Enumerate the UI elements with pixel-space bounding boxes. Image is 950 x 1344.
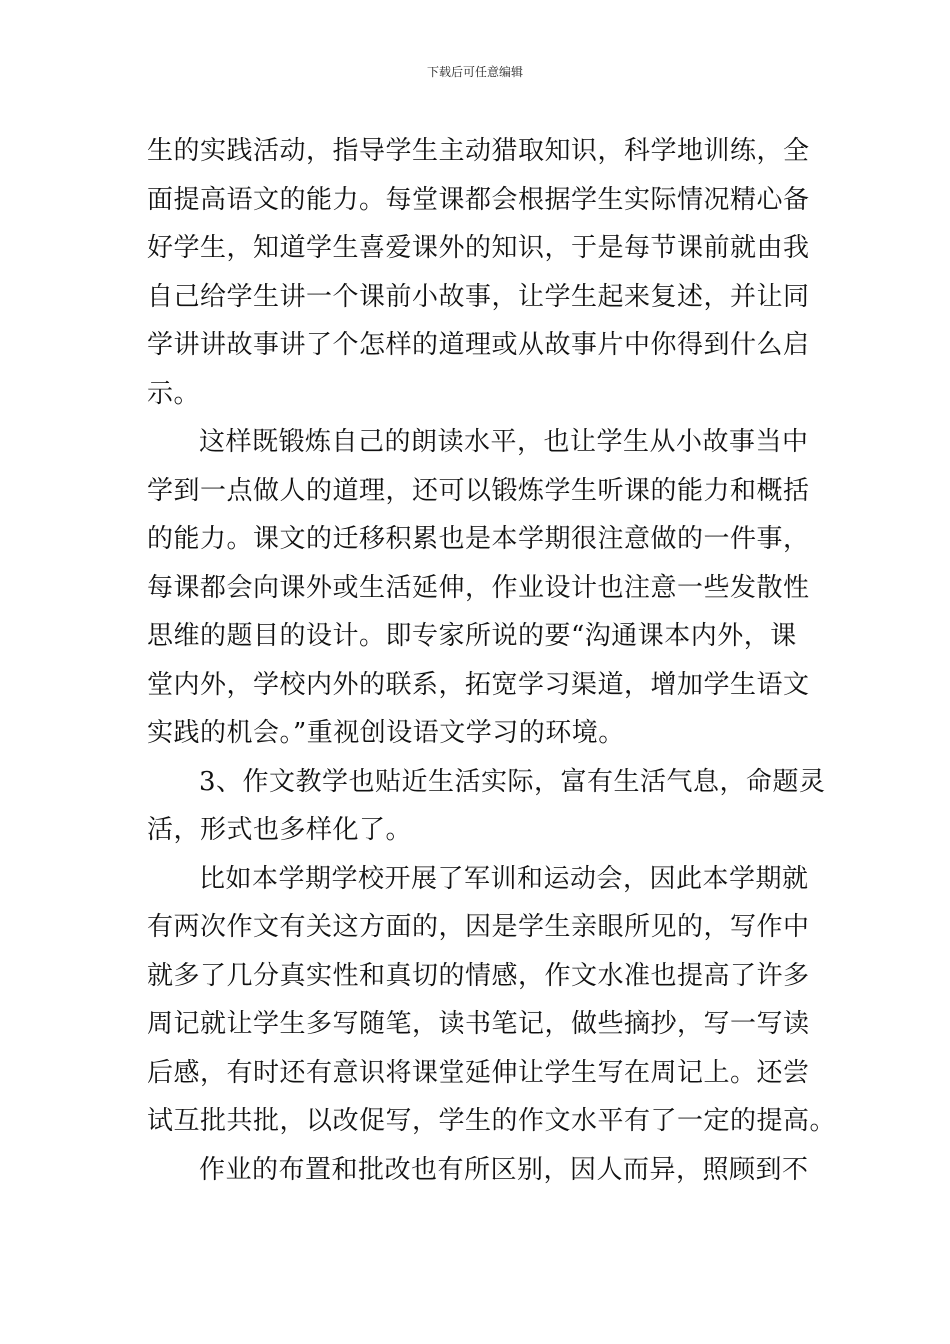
document-body xyxy=(147,127,837,1194)
paragraph xyxy=(147,418,809,758)
text-line: 有两次作文有关这方面的，因是学生亲眼所见的，写作中 xyxy=(147,912,810,942)
paragraph xyxy=(147,127,809,418)
text-line: 好学生，知道学生喜爱课外的知识，于是每节课前就由我 xyxy=(147,233,810,263)
text-line: 3、作文教学也贴近生活实际，富有生活气息，命题灵 xyxy=(199,766,826,797)
text-line: 学讲讲故事讲了个怎样的道理或从故事片中你得到什么启 xyxy=(147,330,810,360)
paragraph xyxy=(147,855,837,1146)
paragraph xyxy=(147,758,826,855)
text-line: 就多了几分真实性和真切的情感，作文水准也提高了许多 xyxy=(147,960,810,991)
text-line: 周记就让学生多写随笔，读书笔记，做些摘抄，写一写读 xyxy=(147,1009,810,1039)
text-line: 实践的机会。”重视创设语文学习的环境。 xyxy=(147,718,625,748)
text-line: 活，形式也多样化了。 xyxy=(147,815,413,845)
text-line: 自己给学生讲一个课前小故事，让学生起来复述，并让同 xyxy=(147,281,810,312)
text-line: 思维的题目的设计。即专家所说的要“沟通课本内外，课 xyxy=(147,621,797,651)
text-line: 的能力。课文的迁移积累也是本学期很注意做的一件事， xyxy=(147,524,810,554)
text-line: 面提高语文的能力。每堂课都会根据学生实际情况精心备 xyxy=(147,184,810,215)
text-line: 每课都会向课外或生活延伸，作业设计也注意一些发散性 xyxy=(147,572,810,603)
text-line: 这样既锻炼自己的朗读水平，也让学生从小故事当中 xyxy=(199,427,809,457)
text-line: 比如本学期学校开展了军训和运动会，因此本学期就 xyxy=(199,863,809,894)
text-line: 堂内外，学校内外的联系，拓宽学习渠道，增加学生语文 xyxy=(147,669,810,700)
text-line: 后感，有时还有意识将课堂延伸让学生写在周记上。还尝 xyxy=(147,1057,810,1088)
text-line: 作业的布置和批改也有所区别，因人而异，照顾到不 xyxy=(199,1154,809,1185)
text-line: 学到一点做人的道理，还可以锻炼学生听课的能力和概括 xyxy=(147,475,810,506)
paragraph xyxy=(147,1146,809,1195)
page-header: 下载后可任意编辑 xyxy=(426,65,523,79)
text-line: 生的实践活动，指导学生主动猎取知识，科学地训练，全 xyxy=(147,136,810,166)
text-line: 试互批共批，以改促写，学生的作文水平有了一定的提高。 xyxy=(147,1106,837,1136)
text-line: 示。 xyxy=(147,378,201,409)
